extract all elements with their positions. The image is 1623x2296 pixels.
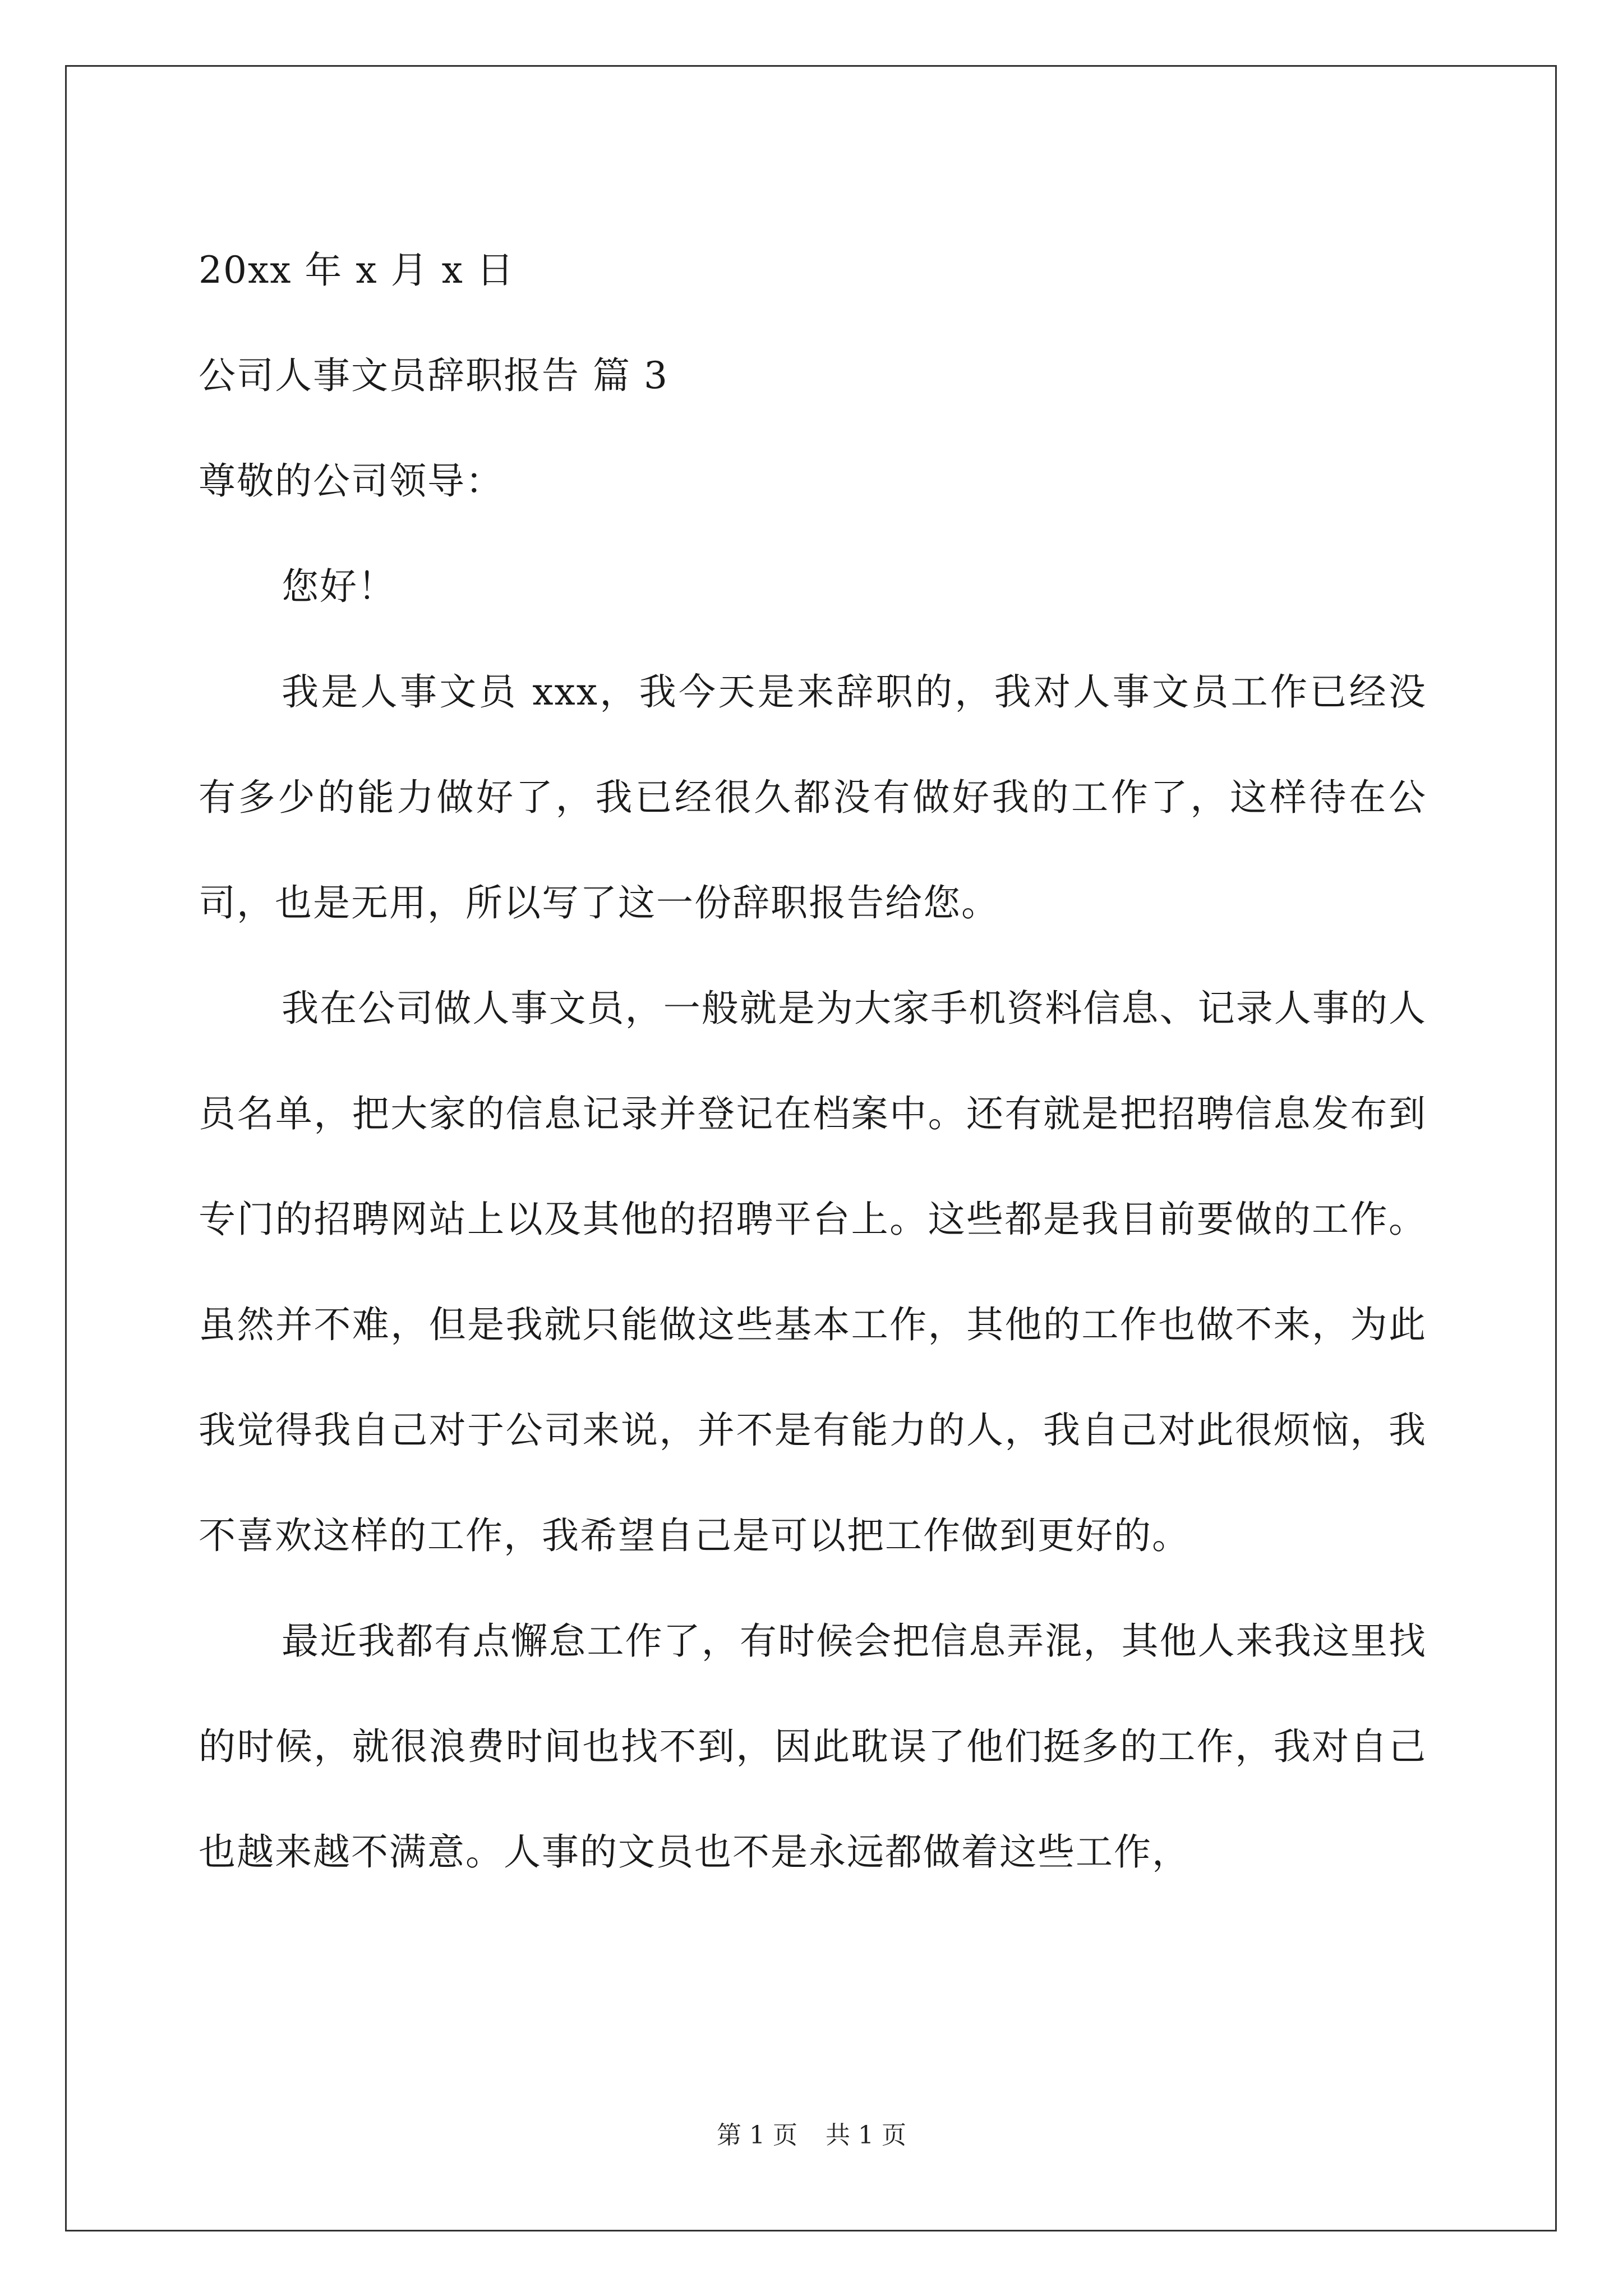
greeting: 您好！ (282, 565, 396, 608)
paragraph-2: 我在公司做人事文员，一般就是为大家手机资料信息、记录人事的人员名单，把大家的信息记录并登记在档案中。还有就是把招聘信息发布到专门的招聘网站上以及其他的招聘平台上。这些都是我目前要做的工作。虽然并不难，但是我就只能做这些基本工作，其他的工作也做不来，为此我觉得我自己对于公司来说，并不是有能力的人，我自己对此很烦恼，我不喜欢这样的工作，我希望自己是可以把工作做到更好的。 (199, 987, 1427, 1557)
document-body (199, 218, 1427, 1905)
page-number-current: 第 1 页 (717, 2121, 797, 2150)
page-footer (0, 2115, 1623, 2151)
document-date: 20xx 年 x 月 x 日 (199, 249, 515, 292)
paragraph-1: 我是人事文员 xxx，我今天是来辞职的，我对人事文员工作已经没有多少的能力做好了，我已经很久都没有做好我的工作了，这样待在公司，也是无用，所以写了这一份辞职报告给您。 (199, 670, 1427, 924)
document-title: 公司人事文员辞职报告 篇 3 (199, 354, 668, 397)
paragraph-3: 最近我都有点懈怠工作了，有时候会把信息弄混，其他人来我这里找的时候，就很浪费时间也找不到，因此耽误了他们挺多的工作，我对自己也越来越不满意。人事的文员也不是永远都做着这些工作， (199, 1619, 1427, 1874)
salutation: 尊敬的公司领导： (199, 459, 504, 503)
page-number-total: 共 1 页 (826, 2121, 906, 2150)
